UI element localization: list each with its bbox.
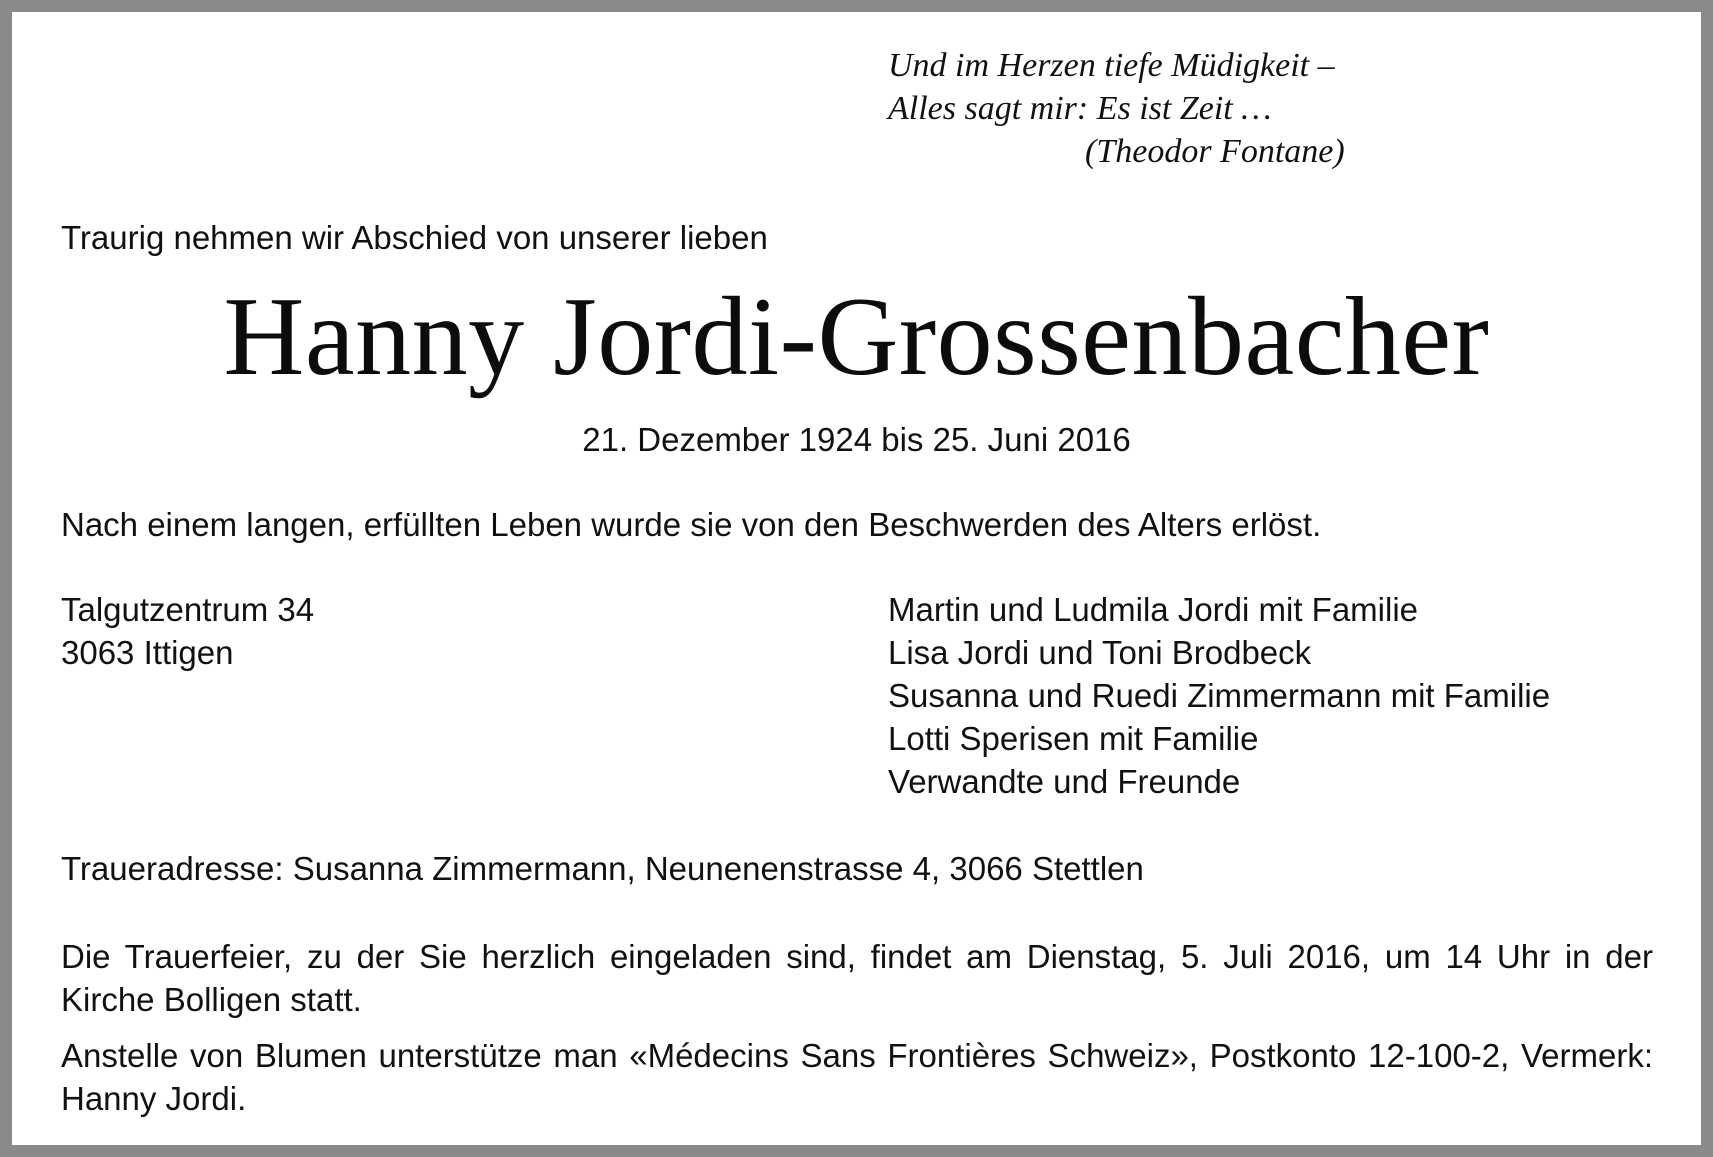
deceased-name: Hanny Jordi-Grossenbacher — [223, 275, 1490, 399]
mourning-address: Traueradresse: Susanna Zimmermann, Neunenenstrasse 4, 3066 Stettlen — [61, 850, 1144, 887]
mourner-entry: Verwandte und Freunde — [888, 763, 1241, 800]
mourner-entry: Martin und Ludmila Jordi mit Familie — [888, 591, 1419, 628]
epigraph-quote — [888, 44, 1345, 173]
mourner-entry: Susanna und Ruedi Zimmermann mit Familie — [888, 677, 1551, 714]
statement-text: Nach einem langen, erfüllten Leben wurde sie von den Beschwerden des Alters erlöst. — [61, 506, 1322, 543]
mourner-entry: Lotti Sperisen mit Familie — [888, 720, 1259, 757]
mourners-list — [888, 588, 1550, 803]
residence-address — [61, 588, 314, 674]
donation-notice: Anstelle von Blumen unterstütze man «Médecins Sans Frontières Schweiz», Postkonto 12-100-2, Vermerk: Hanny Jordi. — [61, 1037, 1653, 1117]
life-dates: 21. Dezember 1924 bis 25. Juni 2016 — [582, 421, 1131, 458]
mourner-entry: Lisa Jordi und Toni Brodbeck — [888, 634, 1312, 671]
address-city: 3063 Ittigen — [61, 634, 234, 671]
quote-line: Alles sagt mir: Es ist Zeit … — [888, 90, 1272, 127]
funeral-notice: Die Trauerfeier, zu der Sie herzlich eingeladen sind, findet am Dienstag, 5. Juli 2016, um 14 Uhr in der Kirche Bolligen statt. — [61, 938, 1653, 1018]
quote-author: (Theodor Fontane) — [1085, 133, 1345, 170]
quote-line: Und im Herzen tiefe Müdigkeit – — [888, 47, 1335, 84]
address-street: Talgutzentrum 34 — [61, 591, 315, 628]
intro-text: Traurig nehmen wir Abschied von unserer lieben — [61, 219, 768, 256]
